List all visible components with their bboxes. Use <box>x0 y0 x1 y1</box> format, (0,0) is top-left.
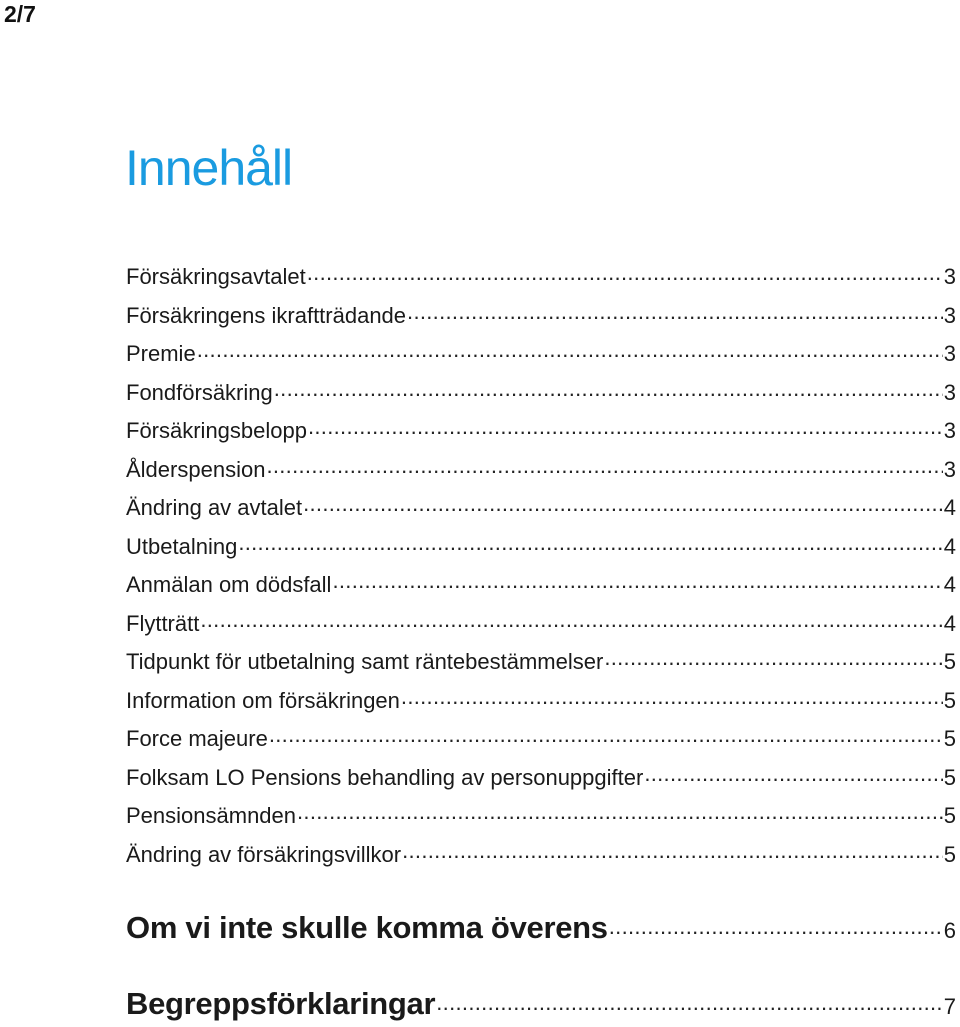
toc-entry-page: 5 <box>943 649 956 674</box>
toc-entry-page: 3 <box>943 379 956 405</box>
toc-entry[interactable] <box>126 797 956 836</box>
toc-entry-label: Utbetalning <box>126 533 238 559</box>
toc-entry-page: 4 <box>943 572 956 597</box>
toc-entry-label: Tidpunkt för utbetalning samt räntebestämmelser <box>126 649 604 674</box>
toc-entry[interactable] <box>126 489 956 528</box>
toc-entry[interactable] <box>126 566 956 605</box>
page-indicator: 2/7 <box>4 1 36 27</box>
toc-major-entry[interactable] <box>126 984 956 1027</box>
toc-entry[interactable] <box>126 836 956 875</box>
toc-major-page: 7 <box>943 994 956 1019</box>
dot-leader <box>609 916 943 938</box>
dot-leader <box>402 842 943 862</box>
toc-entry-page: 4 <box>943 610 956 636</box>
dot-leader <box>266 457 942 477</box>
toc-entry-label: Ändring av avtalet <box>126 495 303 520</box>
dot-leader <box>197 341 943 361</box>
dot-leader <box>401 688 943 708</box>
dot-leader <box>297 803 943 823</box>
toc-major-page: 6 <box>943 918 956 943</box>
toc-entry-label: Ändring av försäkringsvillkor <box>126 841 402 867</box>
dot-leader <box>274 380 943 400</box>
toc-entry[interactable] <box>126 682 956 721</box>
dot-leader <box>308 418 943 438</box>
toc-entry[interactable] <box>126 720 956 759</box>
dot-leader <box>644 765 942 785</box>
table-of-contents <box>126 258 956 874</box>
toc-entry-label: Force majeure <box>126 726 268 751</box>
toc-entry[interactable] <box>126 412 956 451</box>
toc-major-label: Begreppsförklaringar <box>126 986 436 1021</box>
dot-leader <box>303 495 943 515</box>
toc-entry-label: Försäkringens ikraftträdande <box>126 302 407 328</box>
dot-leader <box>332 572 942 592</box>
toc-entry-page: 3 <box>943 341 956 366</box>
toc-entry-page: 5 <box>943 726 956 751</box>
toc-entry[interactable] <box>126 451 956 490</box>
toc-entry-page: 3 <box>943 418 956 443</box>
dot-leader <box>269 726 943 746</box>
toc-entry-page: 3 <box>943 264 956 289</box>
toc-entry-label: Ålderspension <box>126 456 266 482</box>
toc-entry-label: Flytträtt <box>126 610 200 636</box>
dot-leader <box>604 649 942 669</box>
toc-entry[interactable] <box>126 528 956 567</box>
toc-entry-page: 4 <box>943 533 956 559</box>
toc-major-entry[interactable] <box>126 908 956 951</box>
toc-entry-page: 5 <box>943 841 956 867</box>
toc-entry-label: Fondförsäkring <box>126 379 273 405</box>
toc-entry-label: Försäkringsavtalet <box>126 264 306 289</box>
toc-entry-label: Försäkringsbelopp <box>126 418 307 443</box>
toc-entry[interactable] <box>126 374 956 413</box>
dot-leader <box>200 611 942 631</box>
toc-entry-page: 5 <box>943 764 956 790</box>
toc-entry[interactable] <box>126 643 956 682</box>
toc-entry-label: Folksam LO Pensions behandling av personuppgifter <box>126 764 644 790</box>
toc-entry-label: Anmälan om dödsfall <box>126 572 332 597</box>
toc-entry-label: Pensionsämnden <box>126 803 297 828</box>
toc-entry-page: 5 <box>943 687 956 713</box>
toc-entry[interactable] <box>126 335 956 374</box>
toc-entry-page: 3 <box>943 456 956 482</box>
dot-leader <box>407 303 943 323</box>
toc-entry[interactable] <box>126 759 956 798</box>
toc-entry-label: Information om försäkringen <box>126 687 400 713</box>
toc-entry[interactable] <box>126 605 956 644</box>
page-title: Innehåll <box>125 140 293 196</box>
toc-entry-page: 4 <box>943 495 956 520</box>
toc-entry-page: 5 <box>943 803 956 828</box>
dot-leader <box>238 534 942 554</box>
toc-entry[interactable] <box>126 258 956 297</box>
dot-leader <box>436 992 942 1014</box>
toc-major-label: Om vi inte skulle komma överens <box>126 910 608 945</box>
dot-leader <box>307 264 943 284</box>
toc-entry[interactable] <box>126 297 956 336</box>
toc-entry-label: Premie <box>126 341 196 366</box>
toc-entry-page: 3 <box>943 302 956 328</box>
